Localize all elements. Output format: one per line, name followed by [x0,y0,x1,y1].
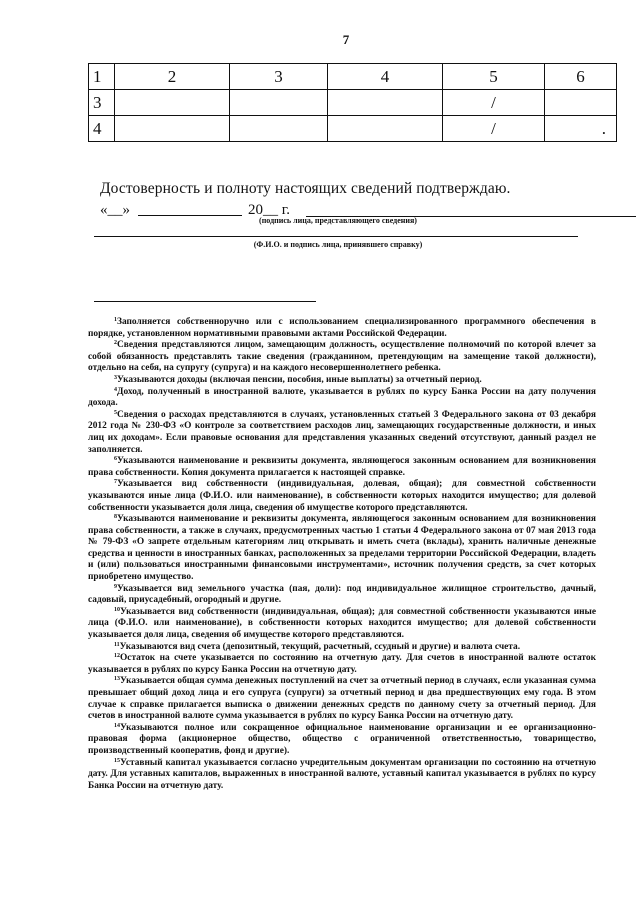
footnote-text: Остаток на счете указывается по состоянию на отчетную дату. Для счетов в иностранной валюте остаток указывается в рублях по курсу Банка России на отчетную дату. [88,653,596,675]
footnote-number: 2 [114,340,117,347]
footnote-text: Указывается вид собственности (индивидуальная, долевая, общая); для совместной собственности указываются иные лица (Ф.И.О. или наименование), в собственности которых находится имущество; для долевой собственности указывается доля лица, сведения об имуществе которого представляются. [88,479,596,513]
footnote-text: Сведения о расходах представляются в случаях, установленных статьей 3 Федерального закона от 03 декабря 2012 года № 230-ФЗ «О контроле за соответствием расходов лиц, замещающих государственные должности, и иных лиц их доходам». Если правовые основания для представления указанных сведений отсутствуют, данный раздел не заполняется. [88,409,596,455]
footnote-item [88,375,596,387]
footnote-text: Указывается вид собственности (индивидуальная, общая); для совместной собственности указываются иные лица (Ф.И.О. или наименование), в собственности которых находится имущество; для долевой собственности указывается доля лица, сведения об имуществе которого представляются. [88,606,596,641]
footnote-text: Указываются полное или сокращенное официальное наименование организации и ее организационно-правовая форма (акционерное общество, общество с ограниченной ответственностью, товарищество, производственный кооператив, фонд и другие). [88,722,596,756]
table-header-row [89,64,617,90]
footnote-item [88,410,596,456]
footnote-number: 15 [114,757,120,764]
footnote-item [88,456,596,479]
footnote-number: 10 [114,606,120,613]
footnote-text: Уставный капитал указывается согласно учредительным документам организации по состоянию на отчетную дату. Для уставных капиталов, выраженных в иностранной валюте, уставный капитал указывается в рублях по курсу Банка России на отчетную дату. [88,757,596,791]
footnote-number: 7 [114,479,117,486]
footnote-number: 12 [114,653,120,660]
footnote-number: 3 [114,374,117,381]
table-header-cell: 3 [230,64,328,90]
footnote-number: 11 [114,641,120,648]
footnote-text: Указываются наименование и реквизиты документа, являющегося законным основанием для возникновения права собственности, а также в случаях, предусмотренных частью 1 статьи 4 Федерального закона от 07 мая 2013 года № 79-ФЗ «О запрете отдельным категориям лиц открывать и иметь счета (вклады), хранить наличные денежные средства и ценности в иностранных банках, расположенных за пределами территории Российской Федерации, владеть и (или) пользоваться иностранными финансовыми инструментами», источник получения средств, за счет которых приобретено имущество. [88,514,596,583]
table-cell [115,116,230,142]
table-row [89,90,617,116]
table-header-cell: 4 [328,64,443,90]
footnote-number: 13 [114,676,120,683]
table-cell [328,116,443,142]
footnote-number: 9 [114,583,117,590]
footnote-text: Указывается общая сумма денежных поступлений на счет за отчетный период в случаях, если указанная сумма превышает общий доход лица и его супруга (супруги) за отчетный период и два предшествующих ему года. В этом случае к справке прилагается выписка о движении денежных средств по данному счету за отчетный период. Для счетов в иностранной валюте сумма указывается в рублях по курсу Банка России на отчетную дату. [88,676,596,722]
footnote-item [88,387,596,410]
footnote-item [88,642,596,654]
footnote-number: 4 [114,386,117,393]
footnote-text: Указываются наименование и реквизиты документа, являющегося законным основанием для возникновения права собственности. Копия документа прилагается к настоящей справке. [88,456,596,478]
footnote-separator [94,301,316,302]
footnote-number: 1 [114,317,117,323]
table-header-cell: 2 [115,64,230,90]
footnote-number: 8 [114,514,117,521]
table-cell: . [545,116,617,142]
footnote-number: 5 [114,409,117,416]
footnote-text: Указываются вид счета (депозитный, текущий, расчетный, ссудный и другие) и валюта счета. [119,641,521,652]
footnote-text: Доход, полученный в иностранной валюте, указывается в рублях по курсу Банка России на дату получения дохода. [88,386,596,409]
footnote-item [88,317,596,340]
footnote-item [88,607,596,642]
receiver-caption: (Ф.И.О. и подпись лица, принявшего справку) [253,240,423,249]
table-row [89,116,617,142]
footnote-number: 14 [114,722,120,729]
table-cell [115,90,230,116]
receiver-line [94,236,578,237]
footnote-text: Указывается вид земельного участка (пая, доли): под индивидуальное жилищное строительство, дачный, садовый, приусадебный, огородный и другие. [88,583,596,606]
footnotes [88,317,596,792]
table-cell [328,90,443,116]
page-number: 7 [342,32,350,47]
date-day: «__» [100,202,130,218]
footnote-item [88,758,596,793]
footnote-number: 6 [114,456,117,463]
data-table [88,63,617,142]
date-year: 20__ г. [248,202,290,218]
footnote-item [88,584,596,607]
footnote-item [88,479,596,514]
table-cell: 4 [89,116,115,142]
footnote-item [88,340,596,375]
table-cell: / [443,116,545,142]
footnote-text: Заполняется собственноручно или с использованием специализированного программного обеспечения в порядке, установленном нормативными правовыми актами Российской Федерации. [88,317,596,339]
table-header-cell: 5 [443,64,545,90]
signature-caption: (подпись лица, представляющего сведения) [259,216,417,225]
table-cell: / [443,90,545,116]
table-header-cell: 6 [545,64,617,90]
footnote-item [88,723,596,758]
footnote-text: Сведения представляются лицом, замещающим должность, осуществление полномочий по которой влечет за собой обязанность представлять такие сведения (гражданином, претендующим на замещение такой должности), отдельно на себя, на супругу (супруга) и на каждого несовершеннолетнего ребенка. [88,340,596,374]
table-cell: 3 [89,90,115,116]
table-cell [545,90,617,116]
footnote-item [88,514,596,584]
footnote-item [88,676,596,722]
table-header-cell: 1 [89,64,115,90]
footnote-text: Указываются доходы (включая пенсии, пособия, иные выплаты) за отчетный период. [117,374,482,385]
table-cell [230,116,328,142]
table-cell [230,90,328,116]
confirmation-text: Достоверность и полноту настоящих сведений подтверждаю. [100,180,511,197]
footnote-item [88,653,596,676]
